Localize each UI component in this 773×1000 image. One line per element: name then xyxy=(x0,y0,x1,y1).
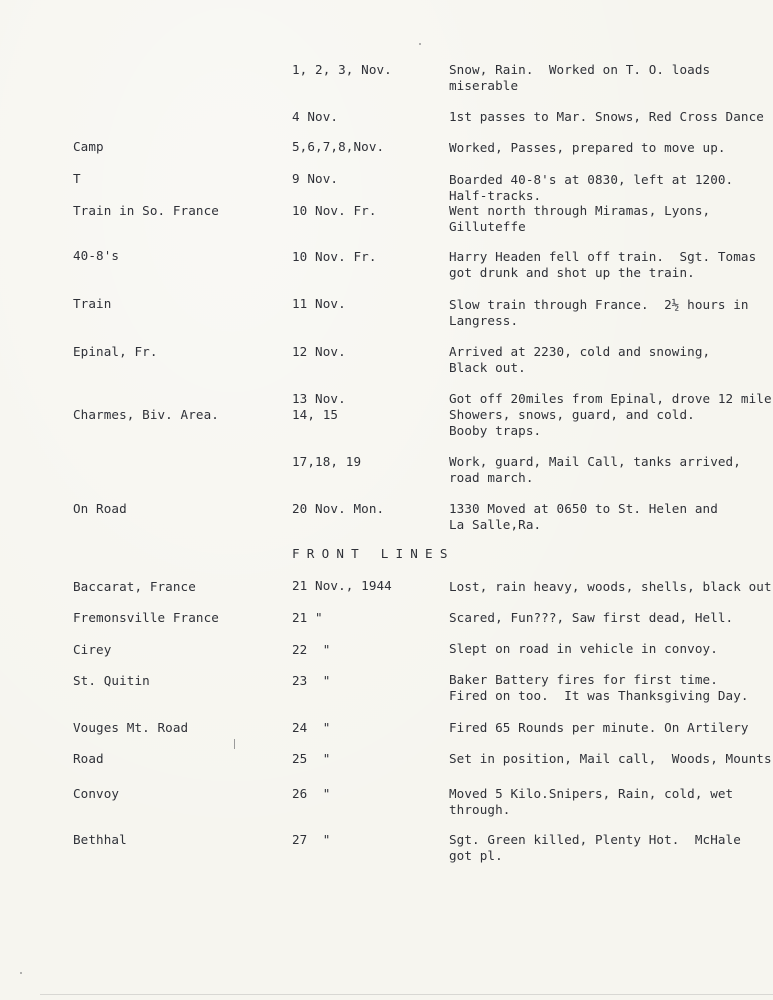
row-1-note: Snow, Rain. Worked on T. O. loads miserable xyxy=(449,62,711,93)
row-12-place: On Road xyxy=(73,501,127,516)
front-row-2-note: Scared, Fun???, Saw first dead, Hell. xyxy=(449,610,734,625)
row-9-note: Got off 20miles from Epinal, drove 12 mile xyxy=(449,391,772,406)
row-8-note: Arrived at 2230, cold and snowing, Black out. xyxy=(449,344,711,375)
row-10-place: Charmes, Biv. Area. xyxy=(73,407,219,422)
front-row-2-date: 21 " xyxy=(292,610,323,625)
front-row-3-date: 22 " xyxy=(292,642,331,657)
front-row-6-place: Road xyxy=(73,751,104,766)
front-row-4-note: Baker Battery fires for first time. Fired on too. It was Thanksgiving Day. xyxy=(449,672,749,703)
row-7-date: 11 Nov. xyxy=(292,296,346,311)
front-row-7-note: Moved 5 Kilo.Snipers, Rain, cold, wet through. xyxy=(449,786,734,817)
front-row-8-date: 27 " xyxy=(292,832,331,847)
row-5-date: 10 Nov. Fr. xyxy=(292,203,377,218)
row-12-date: 20 Nov. Mon. xyxy=(292,501,385,516)
row-4-note: Boarded 40-8's at 0830, left at 1200. Half-tracks. xyxy=(449,172,734,203)
front-row-6-note: Set in position, Mail call, Woods, Mounts xyxy=(449,751,772,766)
row-6-date: 10 Nov. Fr. xyxy=(292,249,377,264)
front-row-1-place: Baccarat, France xyxy=(73,579,196,594)
front-row-4-date: 23 " xyxy=(292,673,331,688)
paper-speck xyxy=(234,739,235,749)
front-row-3-note: Slept on road in vehicle in convoy. xyxy=(449,641,718,656)
front-row-3-place: Cirey xyxy=(73,642,112,657)
front-row-1-note: Lost, rain heavy, woods, shells, black out xyxy=(449,579,772,594)
row-1-date: 1, 2, 3, Nov. xyxy=(292,62,392,77)
front-row-1-date: 21 Nov., 1944 xyxy=(292,578,392,593)
row-8-date: 12 Nov. xyxy=(292,344,346,359)
paper-speck xyxy=(20,972,22,974)
row-10-date: 14, 15 xyxy=(292,407,339,422)
front-row-4-place: St. Quitin xyxy=(73,673,150,688)
row-5-note: Went north through Miramas, Lyons, Gilluteffe xyxy=(449,203,711,234)
row-5-place: Train in So. France xyxy=(73,203,219,218)
row-12-note: 1330 Moved at 0650 to St. Helen and La Salle,Ra. xyxy=(449,501,718,532)
row-4-place: T xyxy=(73,171,81,186)
scan-edge-line xyxy=(40,994,773,995)
row-10-note: Showers, snows, guard, and cold. Booby traps. xyxy=(449,407,695,438)
row-6-place: 40-8's xyxy=(73,248,120,263)
front-row-8-note: Sgt. Green killed, Plenty Hot. McHale got pl. xyxy=(449,832,741,863)
front-row-5-date: 24 " xyxy=(292,720,331,735)
row-3-place: Camp xyxy=(73,139,104,154)
row-11-note: Work, guard, Mail Call, tanks arrived, road march. xyxy=(449,454,741,485)
front-row-7-date: 26 " xyxy=(292,786,331,801)
front-row-5-note: Fired 65 Rounds per minute. On Artilery xyxy=(449,720,749,735)
front-row-8-place: Bethhal xyxy=(73,832,127,847)
front-row-5-place: Vouges Mt. Road xyxy=(73,720,189,735)
row-9-date: 13 Nov. xyxy=(292,391,346,406)
front-row-2-place: Fremonsville France xyxy=(73,610,219,625)
row-7-note: Slow train through France. 2½ hours in Langress. xyxy=(449,297,749,328)
row-6-note: Harry Headen fell off train. Sgt. Tomas got drunk and shot up the train. xyxy=(449,249,757,280)
paper-speck xyxy=(419,43,421,45)
front-row-7-place: Convoy xyxy=(73,786,120,801)
row-3-date: 5,6,7,8,Nov. xyxy=(292,139,385,154)
front-row-6-date: 25 " xyxy=(292,751,331,766)
row-8-place: Epinal, Fr. xyxy=(73,344,158,359)
row-2-date: 4 Nov. xyxy=(292,109,339,124)
row-7-place: Train xyxy=(73,296,112,311)
row-3-note: Worked, Passes, prepared to move up. xyxy=(449,140,726,155)
row-2-note: 1st passes to Mar. Snows, Red Cross Dance xyxy=(449,109,764,124)
section-heading: FRONT LINES xyxy=(292,546,455,561)
row-4-date: 9 Nov. xyxy=(292,171,339,186)
row-11-date: 17,18, 19 xyxy=(292,454,362,469)
